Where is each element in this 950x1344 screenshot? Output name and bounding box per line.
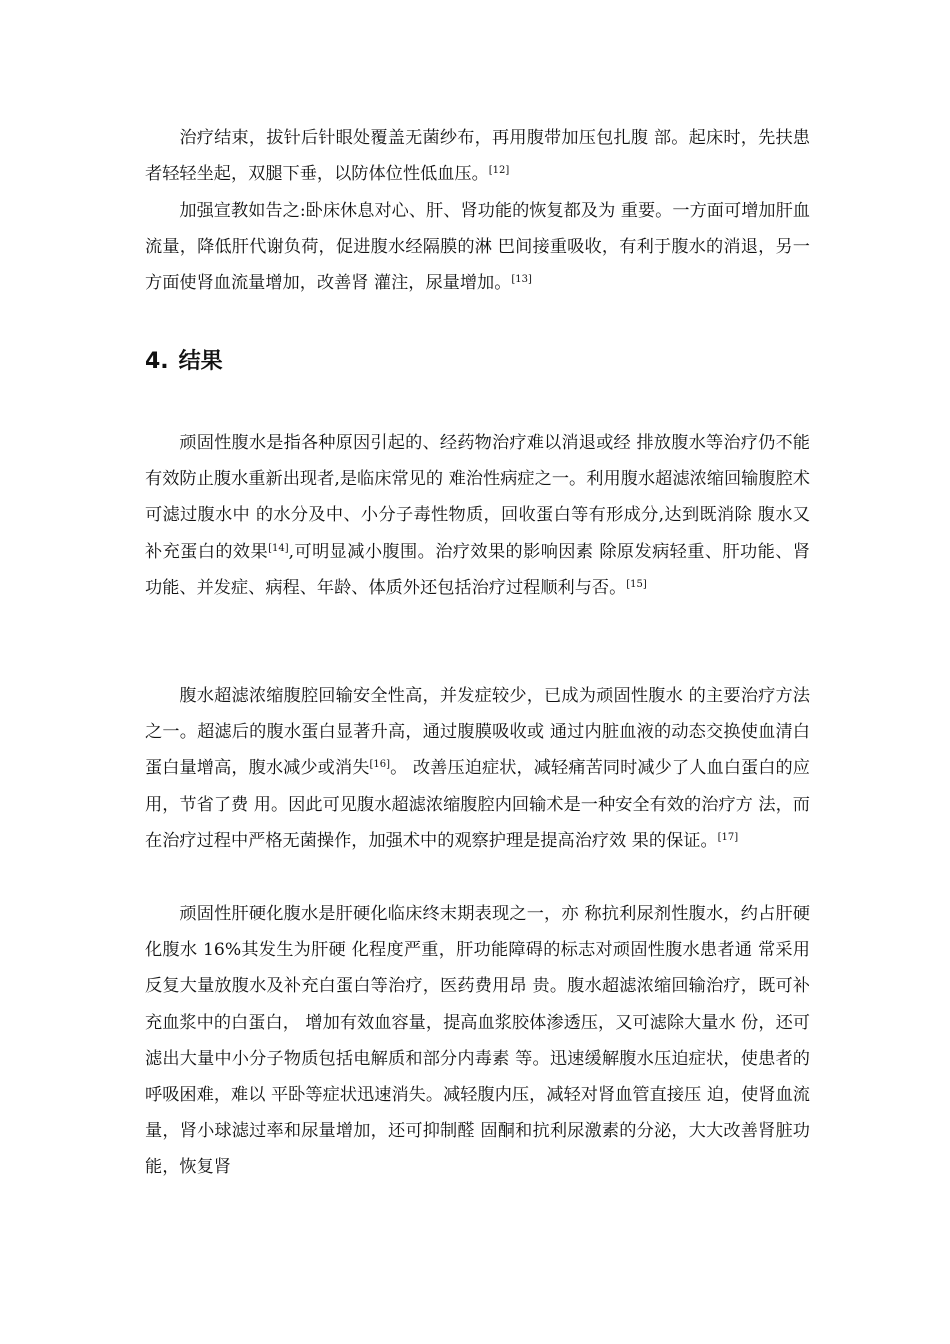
paragraph-cirrhotic-ascites (145, 896, 810, 1186)
section-heading (145, 344, 223, 380)
section-number: 4. (145, 349, 169, 374)
paragraph-text: 治疗结束，拔针后针眼处覆盖无菌纱布，再用腹带加压包扎腹 部。起床时，先扶患者轻轻坐起，双腿下垂，以防体位性低血压。 (145, 128, 810, 185)
citation-ref: [13] (511, 274, 532, 286)
paragraph-text: 腹水超滤浓缩腹腔回输安全性高，并发症较少，已成为顽固性腹水 的主要治疗方法之一。超滤后的腹水蛋白显著升高，通过腹膜吸收或 通过内脏血液的动态交换使血清白蛋白量增高，腹水减少或消失 (145, 686, 810, 779)
paragraph-text: 顽固性腹水是指各种原因引起的、经药物治疗难以消退或经 排放腹水等治疗仍不能有效防止腹水重新出现者,是临床常见的 难治性病症之一。利用腹水超滤浓缩回输腹腔术可滤过腹水中 的水分及中、小分子毒性物质，回收蛋白等有形成分,达到既消除 腹水又补充蛋白的效果 (145, 433, 810, 562)
citation-ref: [15] (626, 578, 647, 590)
paragraph-text: ,可明显减小腹围。治疗效果的影响因素 除原发病轻重、肝功能、肾功能、并发症、病程、年龄、体质外还包括治疗过程顺利与否。 (145, 541, 810, 598)
section-title: 结果 (178, 349, 223, 374)
citation-ref: [17] (717, 831, 739, 843)
paragraph-text: 。 改善压迫症状，减轻痛苦同时减少了人血白蛋白的应用，节省了费 用。因此可见腹水超滤浓缩腹腔内回输术是一种安全有效的治疗方 法，而在治疗过程中严格无菌操作，加强术中的观察护理是提高治疗效 果的保证。 (145, 758, 810, 851)
citation-ref: [16] (369, 759, 391, 771)
paragraph-text: 加强宣教如告之:卧床休息对心、肝、肾功能的恢复都及为 重要。一方面可增加肝血流量，降低肝代谢负荷，促进腹水经隔膜的淋 巴间接重吸收，有利于腹水的消退，另一方面使肾血流量增加，改善肾 灌注，尿量增加。 (145, 201, 810, 294)
paragraph-refractory-ascites (145, 425, 810, 606)
citation-ref: [12] (488, 165, 510, 177)
paragraph-ultrafiltration-safety (145, 678, 810, 859)
paragraph-postop-care (145, 120, 810, 192)
paragraph-education (145, 193, 810, 302)
citation-ref: [14] (268, 542, 289, 554)
paragraph-text: 顽固性肝硬化腹水是肝硬化临床终末期表现之一，亦 称抗利尿剂性腹水，约占肝硬化腹水 16%其发生为肝硬 化程度严重，肝功能障碍的标志对顽固性腹水患者通 常采用反复大量放腹水及补充白蛋白等治疗，医药费用昂 贵。腹水超滤浓缩回输治疗，既可补充血浆中的白蛋白， 增加有效血容量，提高血浆胶体渗透压，又可滤除大量水 份，还可滤出大量中小分子物质包括电解质和部分内毒素 等。迅速缓解腹水压迫症状，使患者的呼吸困难，难以 平卧等症状迅速消失。减轻腹内压，减轻对肾血管直接压 迫，使肾血流量，肾小球滤过率和尿量增加，还可抑制醛 固酮和抗利尿激素的分泌，大大改善肾脏功能，恢复肾 (145, 904, 810, 1178)
